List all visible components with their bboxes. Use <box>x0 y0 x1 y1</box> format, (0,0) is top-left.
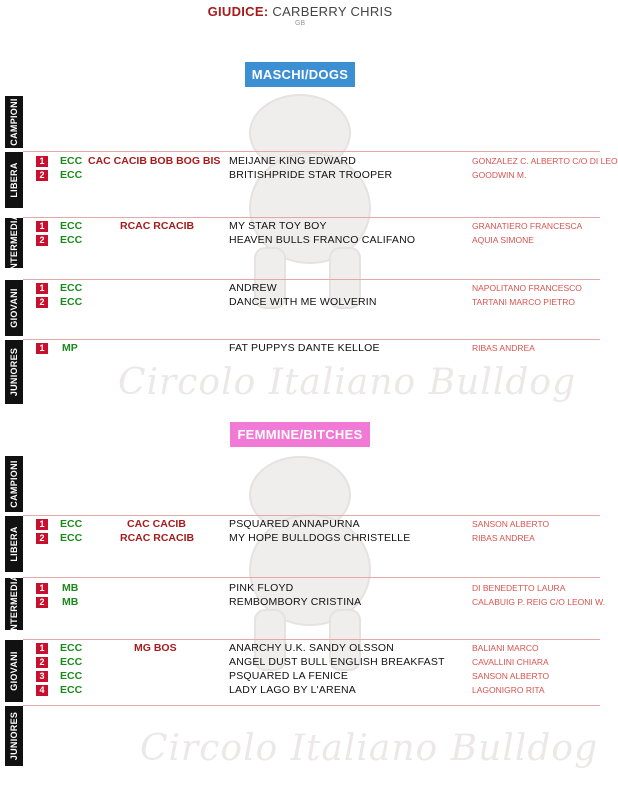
owner-name: AQUIA SIMONE <box>472 235 534 245</box>
grade: ECC <box>60 670 83 682</box>
judge-country: GB <box>294 20 306 27</box>
grade: ECC <box>60 169 83 181</box>
entry-row <box>0 296 600 309</box>
grade: ECC <box>60 220 83 232</box>
dog-name: ANGEL DUST BULL ENGLISH BREAKFAST <box>229 656 445 668</box>
category-divider <box>23 279 600 280</box>
entry-row <box>0 234 600 247</box>
category-divider <box>23 515 600 516</box>
dog-name: PSQUARED LA FENICE <box>229 670 349 682</box>
category-tab: LIBERA <box>5 516 23 572</box>
grade: MB <box>62 582 79 594</box>
entry-row <box>0 342 600 355</box>
judge-header <box>0 4 600 27</box>
placement-badge: 1 <box>36 343 48 354</box>
owner-name: SANSON ALBERTO <box>472 519 550 529</box>
dog-name: DANCE WITH ME WOLVERIN <box>229 296 377 308</box>
owner-name: TARTANI MARCO PIETRO <box>472 297 575 307</box>
judge-label: GIUDICE: <box>207 4 269 19</box>
owner-name: NAPOLITANO FRANCESCO <box>472 283 582 293</box>
dog-name: MY STAR TOY BOY <box>229 220 327 232</box>
placement-badge: 1 <box>36 156 48 167</box>
owner-name: SANSON ALBERTO <box>472 671 550 681</box>
watermark-text-dogs: Circolo Italiano Bulldog <box>118 362 577 403</box>
owner-name: CAVALLINI CHIARA <box>472 657 549 667</box>
category-divider <box>23 577 600 578</box>
entry-row <box>0 518 600 531</box>
placement-badge: 1 <box>36 221 48 232</box>
category-tab: JUNIORES <box>5 340 23 404</box>
category-tab: INTERMEDIA <box>5 578 23 630</box>
entry-row <box>0 532 600 545</box>
entry-row <box>0 155 618 168</box>
owner-name: GONZALEZ C. ALBERTO C/O DI LEO <box>472 156 618 166</box>
category-tab: CAMPIONI <box>5 96 23 148</box>
entry-row <box>0 169 600 182</box>
owner-name: RIBAS ANDREA <box>472 343 535 353</box>
entry-row <box>0 220 600 233</box>
category-divider <box>23 639 600 640</box>
placement-badge: 1 <box>36 583 48 594</box>
grade: ECC <box>60 282 83 294</box>
section-title-dogs: MASCHI/DOGS <box>0 62 600 87</box>
entry-row <box>0 656 600 669</box>
award: RCAC RCACIB <box>120 220 195 232</box>
entry-row <box>0 582 600 595</box>
section-title-bitches: FEMMINE/BITCHES <box>0 422 600 447</box>
dog-name: HEAVEN BULLS FRANCO CALIFANO <box>229 234 416 246</box>
award: MG BOS <box>134 642 177 654</box>
owner-name: GRANATIERO FRANCESCA <box>472 221 583 231</box>
grade: ECC <box>60 518 83 530</box>
owner-name: LAGONIGRO RITA <box>472 685 545 695</box>
grade: ECC <box>60 656 83 668</box>
award: CAC CACIB <box>127 518 186 530</box>
entry-row <box>0 684 600 697</box>
grade: ECC <box>60 642 83 654</box>
grade: ECC <box>60 532 83 544</box>
category-divider <box>23 705 600 706</box>
placement-badge: 4 <box>36 685 48 696</box>
judge-name: CARBERRY CHRIS <box>272 4 393 19</box>
owner-name: BALIANI MARCO <box>472 643 539 653</box>
category-tab: INTERMEDIA <box>5 218 23 268</box>
category-tab: JUNIORES <box>5 706 23 766</box>
placement-badge: 2 <box>36 170 48 181</box>
grade: ECC <box>60 155 83 167</box>
dog-name: ANARCHY U.K. SANDY OLSSON <box>229 642 395 654</box>
grade: ECC <box>60 234 83 246</box>
owner-name: GOODWIN M. <box>472 170 527 180</box>
entry-row <box>0 670 600 683</box>
dog-name: BRITISHPRIDE STAR TROOPER <box>229 169 393 181</box>
owner-name: RIBAS ANDREA <box>472 533 535 543</box>
placement-badge: 3 <box>36 671 48 682</box>
category-tab: GIOVANI <box>5 640 23 702</box>
grade: MB <box>62 596 79 608</box>
placement-badge: 1 <box>36 643 48 654</box>
entry-row <box>0 282 600 295</box>
placement-badge: 2 <box>36 597 48 608</box>
dog-name: ANDREW <box>229 282 277 294</box>
grade: ECC <box>60 296 83 308</box>
dog-name: PINK FLOYD <box>229 582 294 594</box>
grade: MP <box>62 342 78 354</box>
award: RCAC RCACIB <box>120 532 195 544</box>
entry-row <box>0 596 606 609</box>
dog-name: FAT PUPPYS DANTE KELLOE <box>229 342 380 354</box>
owner-name: DI BENEDETTO LAURA <box>472 583 566 593</box>
owner-name: CALABUIG P. REIG C/O LEONI W. <box>472 597 606 607</box>
dog-name: MY HOPE BULLDOGS CHRISTELLE <box>229 532 411 544</box>
entry-row <box>0 642 600 655</box>
dog-name: REMBOMBORY CRISTINA <box>229 596 362 608</box>
placement-badge: 1 <box>36 283 48 294</box>
watermark-text-bitches: Circolo Italiano Bulldog <box>140 728 599 769</box>
category-tab: LIBERA <box>5 152 23 208</box>
dog-name: LADY LAGO BY L'ARENA <box>229 684 357 696</box>
category-divider <box>23 339 600 340</box>
grade: ECC <box>60 684 83 696</box>
award: CAC CACIB BOB BOG BIS <box>88 155 221 167</box>
placement-badge: 2 <box>36 657 48 668</box>
category-tab: GIOVANI <box>5 280 23 336</box>
placement-badge: 2 <box>36 533 48 544</box>
placement-badge: 2 <box>36 297 48 308</box>
placement-badge: 1 <box>36 519 48 530</box>
category-tab: CAMPIONI <box>5 456 23 512</box>
category-divider <box>23 217 600 218</box>
category-divider <box>23 151 600 152</box>
dog-name: MEIJANE KING EDWARD <box>229 155 357 167</box>
placement-badge: 2 <box>36 235 48 246</box>
dog-name: PSQUARED ANNAPURNA <box>229 518 360 530</box>
